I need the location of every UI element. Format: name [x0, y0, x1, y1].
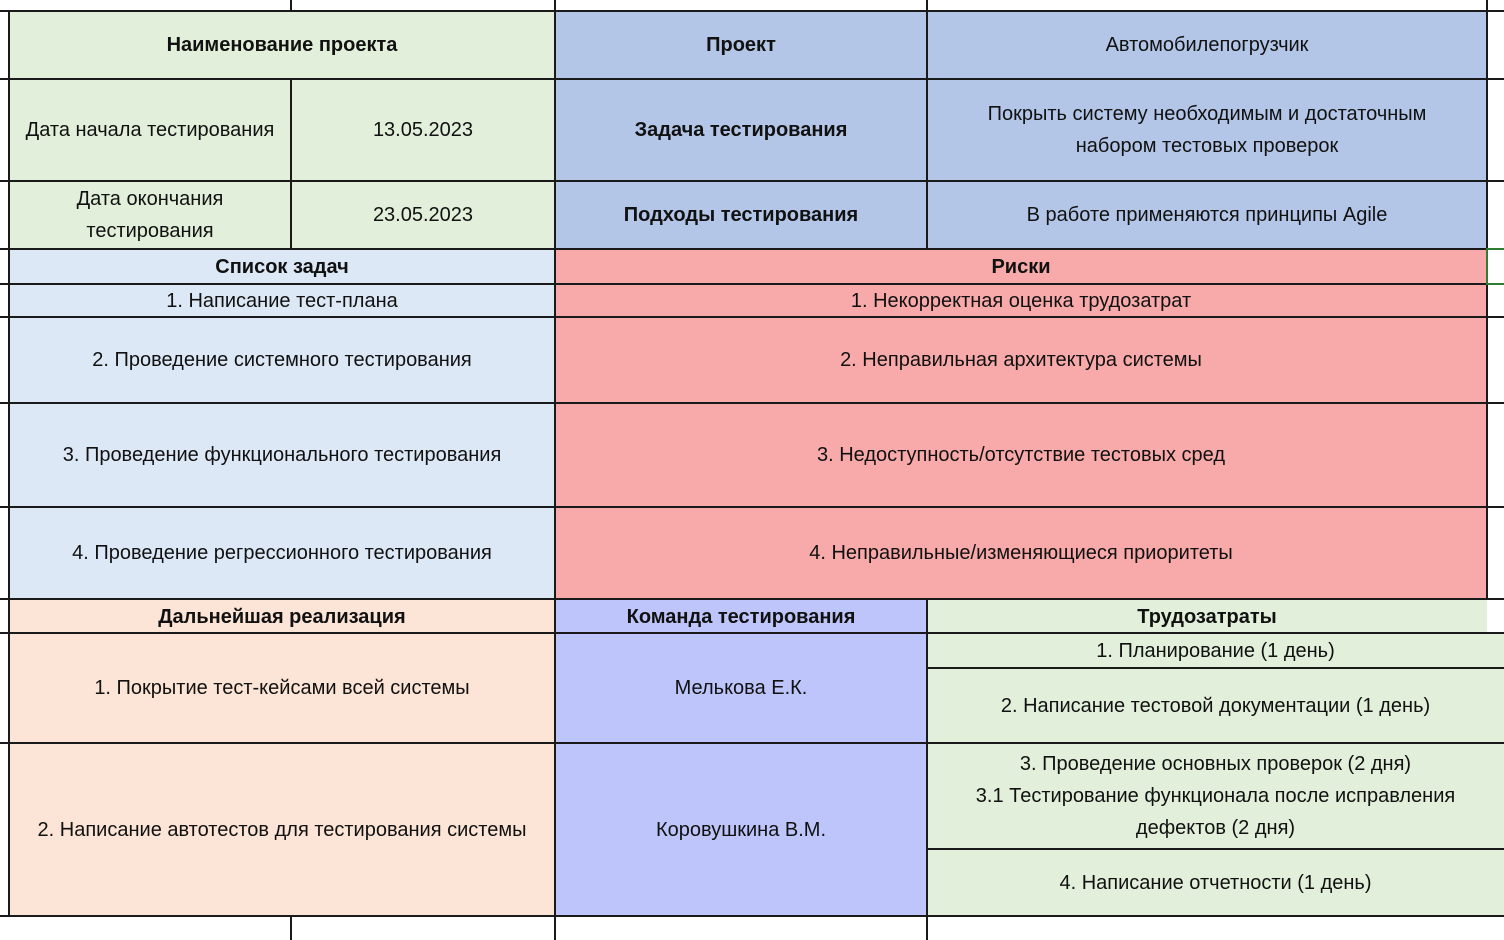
approach-label[interactable]: Подходы тестирования	[555, 181, 927, 248]
effort-item-3-main: 3. Проведение основных проверок (2 дня)	[1019, 753, 1412, 775]
risks-title[interactable]: Риски	[555, 250, 1487, 284]
task-item-4[interactable]: 4. Проведение регрессионного тестирования	[9, 507, 555, 599]
grid-line	[0, 598, 1504, 600]
effort-item-3[interactable]	[927, 743, 1504, 849]
cell-selection[interactable]	[1486, 248, 1504, 285]
further-title[interactable]: Дальнейшая реализация	[9, 600, 555, 633]
grid-line	[554, 0, 556, 940]
approach-value[interactable]: В работе применяются принципы Agile	[927, 181, 1487, 248]
project-name-label[interactable]: Наименование проекта	[9, 11, 555, 79]
tasks-title[interactable]: Список задач	[9, 250, 555, 284]
end-date-value[interactable]: 23.05.2023	[291, 181, 555, 248]
grid-line	[8, 10, 10, 917]
task-item-1[interactable]: 1. Написание тест-плана	[9, 284, 555, 317]
grid-line	[0, 316, 1504, 318]
effort-item-4[interactable]: 4. Написание отчетности (1 день)	[927, 849, 1504, 916]
team-title[interactable]: Команда тестирования	[555, 600, 927, 633]
task-value[interactable]: Покрыть систему необходимым и достаточным набором тестовых проверок	[927, 79, 1487, 181]
risk-item-4[interactable]: 4. Неправильные/изменяющиеся приоритеты	[555, 507, 1487, 599]
grid-line	[1486, 0, 1488, 600]
grid-line	[0, 248, 1488, 250]
effort-title[interactable]: Трудозатраты	[927, 600, 1487, 633]
risk-item-1[interactable]: 1. Некорректная оценка трудозатрат	[555, 284, 1487, 317]
grid-line	[0, 506, 1504, 508]
grid-line	[926, 598, 928, 940]
further-item-2[interactable]: 2. Написание автотестов для тестирования системы	[9, 743, 555, 916]
grid-line	[290, 0, 292, 12]
start-date-label[interactable]: Дата начала тестирования	[9, 79, 291, 181]
grid-line	[0, 10, 1504, 12]
grid-line	[927, 667, 1504, 669]
grid-line	[0, 402, 1504, 404]
grid-line	[0, 283, 1488, 285]
task-item-3[interactable]: 3. Проведение функционального тестирования	[9, 403, 555, 507]
grid-line	[290, 915, 292, 940]
start-date-value[interactable]: 13.05.2023	[291, 79, 555, 181]
grid-line	[0, 180, 1504, 182]
grid-line	[0, 632, 1504, 634]
grid-line	[0, 915, 1504, 917]
grid-line	[926, 0, 928, 250]
task-item-2[interactable]: 2. Проведение системного тестирования	[9, 317, 555, 403]
grid-line	[0, 742, 1504, 744]
further-item-1[interactable]: 1. Покрытие тест-кейсами всей системы	[9, 633, 555, 743]
effort-item-2[interactable]: 2. Написание тестовой документации (1 день)	[927, 668, 1504, 743]
grid-line	[927, 848, 1504, 850]
project-label[interactable]: Проект	[555, 11, 927, 79]
risk-item-3[interactable]: 3. Недоступность/отсутствие тестовых сред	[555, 403, 1487, 507]
effort-item-3-sub: 3.1 Тестирование функционала после исправления дефектов (2 дня)	[975, 785, 1456, 839]
team-member-1[interactable]: Мелькова Е.К.	[555, 633, 927, 743]
effort-item-1[interactable]: 1. Планирование (1 день)	[927, 633, 1504, 668]
grid-line	[0, 78, 1504, 80]
end-date-label[interactable]: Дата окончания тестирования	[9, 181, 291, 248]
task-label[interactable]: Задача тестирования	[555, 79, 927, 181]
grid-line	[290, 78, 292, 250]
project-value[interactable]: Автомобилепогрузчик	[927, 11, 1487, 79]
team-member-2[interactable]: Коровушкина В.М.	[555, 743, 927, 916]
risk-item-2[interactable]: 2. Неправильная архитектура системы	[555, 317, 1487, 403]
